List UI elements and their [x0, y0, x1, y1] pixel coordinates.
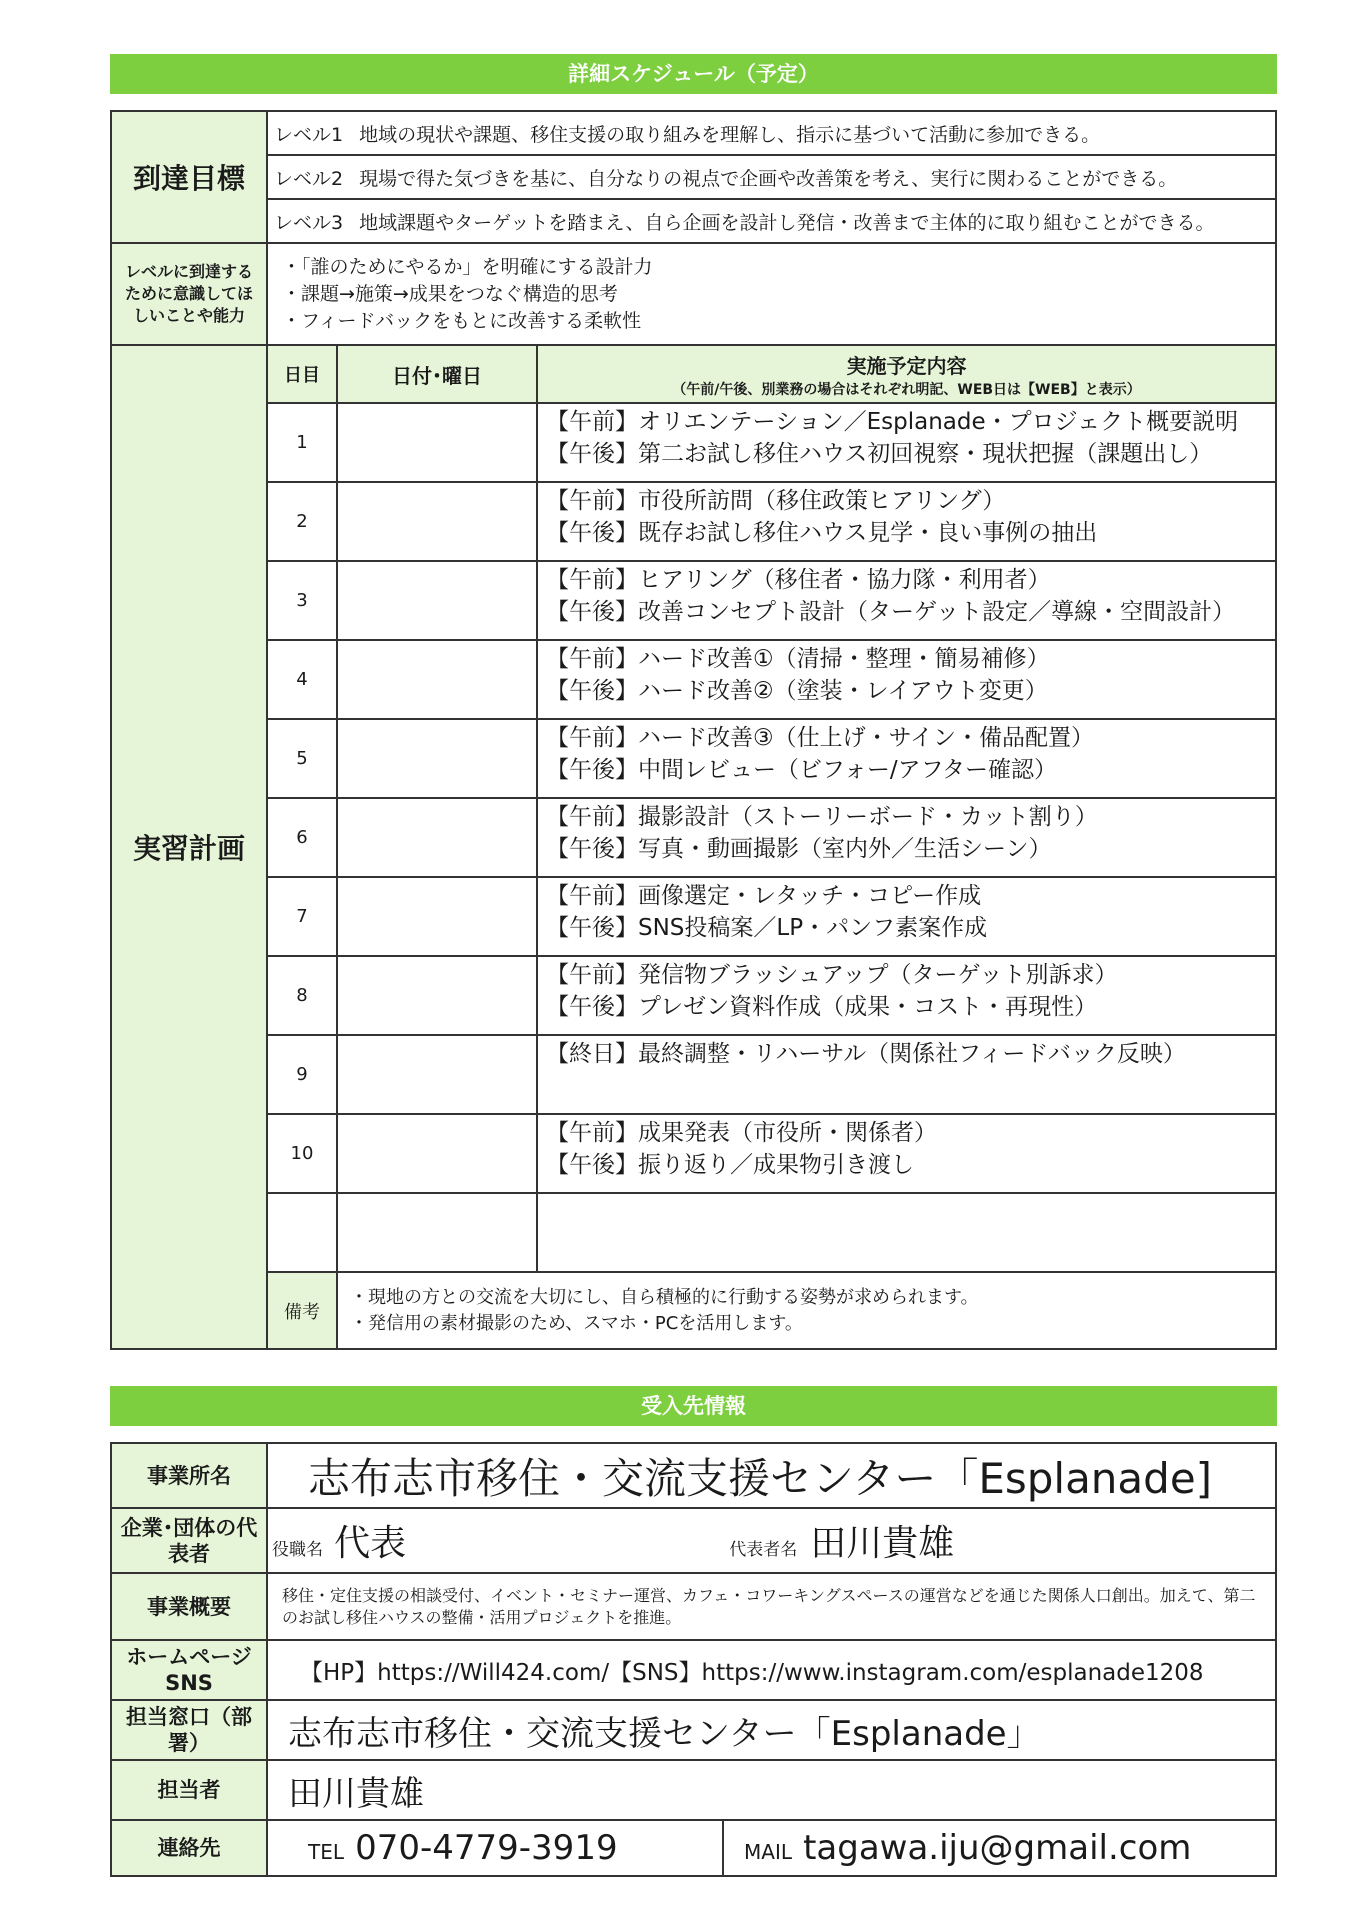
abilities-list	[267, 243, 1276, 345]
schedule-section-header: 詳細スケジュール（予定）	[110, 54, 1277, 94]
day-number: 5	[267, 719, 337, 798]
summary-value: 移住・定住支援の相談受付、イベント・セミナー運営、カフェ・コワーキングスペースの運営などを通じた関係人口創出。加えて、第二のお試し移住ハウスの整備・活用プロジェクトを推進。	[267, 1573, 1276, 1640]
col-header-day: 日目	[267, 345, 337, 403]
plan-content	[537, 1193, 1276, 1272]
date-cell	[337, 561, 537, 640]
goal-level-3: レベル3 地域課題やターゲットを踏まえ、自ら企画を設計し発信・改善まで主体的に取り組むことができる。	[267, 199, 1276, 243]
schedule-table	[110, 110, 1277, 1350]
date-cell	[337, 482, 537, 561]
day-number	[267, 1193, 337, 1272]
notes	[337, 1272, 1276, 1349]
day-number: 8	[267, 956, 337, 1035]
plan-content: 【午前】画像選定・レタッチ・コピー作成 【午後】SNS投稿案／LP・パンフ素案作成	[537, 877, 1276, 956]
day-number: 4	[267, 640, 337, 719]
plan-content: 【午前】撮影設計（ストーリーボード・カット割り） 【午後】写真・動画撮影（室内外／生活シーン）	[537, 798, 1276, 877]
date-cell	[337, 719, 537, 798]
contact-dept-label: 担当窓口（部署）	[111, 1700, 267, 1760]
hp-value: 【HP】https://Will424.com/【SNS】https://www.instagram.com/esplanade1208	[267, 1640, 1276, 1700]
day-number: 6	[267, 798, 337, 877]
date-cell	[337, 956, 537, 1035]
day-number: 7	[267, 877, 337, 956]
goal-level-1: レベル1 地域の現状や課題、移住支援の取り組みを理解し、指示に基づいて活動に参加できる。	[267, 111, 1276, 155]
mail-cell	[723, 1820, 1276, 1876]
abilities-item: ・「誰のためにやるか」を明確にする設計力	[282, 255, 653, 278]
person-label: 担当者	[111, 1760, 267, 1820]
day-number: 10	[267, 1114, 337, 1193]
date-cell	[337, 798, 537, 877]
rep-name-value: 田川貴雄	[810, 1523, 955, 1564]
note-label: 備考	[267, 1272, 337, 1349]
col-header-date: 日付･曜日	[337, 345, 537, 403]
abilities-item: ・課題→施策→成果をつなぐ構造的思考	[282, 282, 618, 305]
note-item: ・現地の方との交流を大切にし、自ら積極的に行動する姿勢が求められます。	[350, 1286, 979, 1308]
plan-content: 【午前】ハード改善①（清掃・整理・簡易補修） 【午後】ハード改善②（塗装・レイアウト変更）	[537, 640, 1276, 719]
tel-label: TEL	[308, 1840, 344, 1864]
goal-level-2: レベル2 現場で得た気づきを基に、自分なりの視点で企画や改善策を考え、実行に関わることができる。	[267, 155, 1276, 199]
office-value: 志布志市移住・交流支援センター「Esplanade]	[267, 1443, 1276, 1508]
abilities-item: ・フィードバックをもとに改善する柔軟性	[282, 309, 642, 332]
plan-content: 【午前】ヒアリング（移住者・協力隊・利用者） 【午後】改善コンセプト設計（ターゲット設定／導線・空間設計）	[537, 561, 1276, 640]
summary-label: 事業概要	[111, 1573, 267, 1640]
title-label: 役職名	[272, 1540, 323, 1560]
plan-content: 【午前】ハード改善③（仕上げ・サイン・備品配置） 【午後】中間レビュー（ビフォー/アフター確認）	[537, 719, 1276, 798]
day-number: 9	[267, 1035, 337, 1114]
rep-name-label: 代表者名	[729, 1540, 798, 1560]
contact-label: 連絡先	[111, 1820, 267, 1876]
hp-label: ホームページSNS	[111, 1640, 267, 1700]
plan-content: 【午前】オリエンテーション／Esplanade・プロジェクト概要説明 【午後】第二お試し移住ハウス初回視察・現状把握（課題出し）	[537, 403, 1276, 482]
abilities-label: レベルに到達するために意識してほしいことや能力	[111, 243, 267, 345]
contact-dept-value: 志布志市移住・交流支援センター「Esplanade」	[267, 1700, 1276, 1760]
note-item: ・発信用の素材撮影のため、スマホ・PCを活用します。	[350, 1312, 803, 1334]
date-cell	[337, 640, 537, 719]
plan-content: 【終日】最終調整・リハーサル（関係社フィードバック反映）	[537, 1035, 1276, 1114]
day-number: 1	[267, 403, 337, 482]
plan-content: 【午前】発信物ブラッシュアップ（ターゲット別訴求） 【午後】プレゼン資料作成（成果・コスト・再現性）	[537, 956, 1276, 1035]
date-cell	[337, 1114, 537, 1193]
date-cell	[337, 1193, 537, 1272]
title-value: 代表	[334, 1523, 407, 1564]
plan-content: 【午前】市役所訪問（移住政策ヒアリング） 【午後】既存お試し移住ハウス見学・良い事例の抽出	[537, 482, 1276, 561]
rep-label: 企業･団体の代表者	[111, 1508, 267, 1573]
person-value: 田川貴雄	[267, 1760, 1276, 1820]
office-label: 事業所名	[111, 1443, 267, 1508]
plan-label: 実習計画	[111, 345, 267, 1349]
date-cell	[337, 403, 537, 482]
goal-label: 到達目標	[111, 111, 267, 243]
host-info-table	[110, 1442, 1277, 1877]
plan-content: 【午前】成果発表（市役所・関係者） 【午後】振り返り／成果物引き渡し	[537, 1114, 1276, 1193]
mail-label: MAIL	[744, 1840, 792, 1864]
date-cell	[337, 1035, 537, 1114]
col-header-content: 実施予定内容 （午前/午後、別業務の場合はそれぞれ明記、WEB日は【WEB】と表示）	[537, 345, 1276, 403]
host-section-header: 受入先情報	[110, 1386, 1277, 1426]
date-cell	[337, 877, 537, 956]
tel-cell	[267, 1820, 723, 1876]
rep-cell	[267, 1508, 1276, 1573]
day-number: 2	[267, 482, 337, 561]
day-number: 3	[267, 561, 337, 640]
mail-value: tagawa.iju@gmail.com	[803, 1828, 1192, 1868]
tel-value: 070-4779-3919	[355, 1828, 618, 1868]
